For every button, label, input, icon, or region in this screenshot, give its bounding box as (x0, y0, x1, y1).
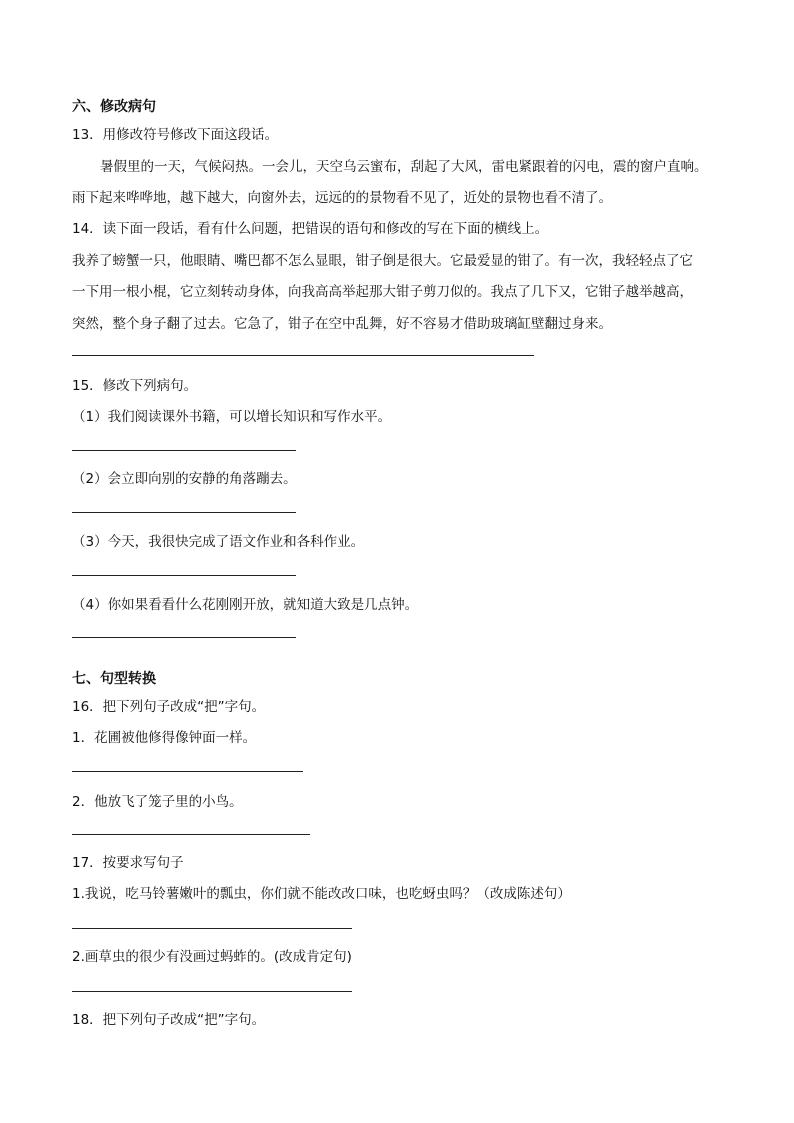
question-17-item-1: 1.我说，吃马铃薯嫩叶的瓢虫，你们就不能改改口味，也吃蚜虫吗？（改成陈述句） (72, 886, 571, 902)
answer-line-16-1[interactable] (72, 771, 303, 772)
question-14-paragraph-line-3: 突然，整个身子翻了过去。它急了，钳子在空中乱舞，好不容易才借助玻璃缸壁翻过身来。 (72, 316, 612, 332)
question-15-item-2: （2）会立即向别的安静的角落蹦去。 (72, 471, 297, 487)
section-heading-6: 六、修改病句 (72, 99, 156, 115)
question-14-prompt: 14．读下面一段话，看有什么问题，把错误的语句和修改的写在下面的横线上。 (72, 221, 549, 237)
answer-line-15-2[interactable] (72, 512, 296, 513)
answer-line-16-2[interactable] (72, 834, 310, 835)
question-15-item-4: （4）你如果看看什么花刚刚开放，就知道大致是几点钟。 (72, 597, 419, 613)
question-15-item-1: （1）我们阅读课外书籍，可以增长知识和写作水平。 (72, 409, 392, 425)
answer-line-15-1[interactable] (72, 450, 296, 451)
answer-line-15-4[interactable] (72, 637, 296, 638)
question-16-prompt: 16．把下列句子改成“把”字句。 (72, 699, 266, 715)
answer-line-15-3[interactable] (72, 575, 296, 576)
section-heading-7: 七、句型转换 (72, 671, 156, 687)
answer-line-14[interactable] (72, 355, 534, 356)
question-14-paragraph-line-1: 我养了螃蟹一只，他眼睛、嘴巴都不怎么显眼，钳子倒是很大。它最爱显的钳了。有一次，我轻轻点了它 (72, 253, 693, 269)
question-18-prompt: 18．把下列句子改成“把”字句。 (72, 1012, 266, 1028)
question-13-paragraph-line-1: 暑假里的一天，气候闷热。一会儿，天空乌云蜜布，刮起了大风，雷电紧跟着的闪电，震的窗户直响。 (100, 159, 708, 175)
question-16-item-2: 2．他放飞了笼子里的小鸟。 (72, 794, 243, 810)
question-17-item-2: 2.画草虫的很少有没画过蚂蚱的。(改成肯定句) (72, 949, 352, 965)
question-16-item-1: 1．花圃被他修得像钟面一样。 (72, 730, 257, 746)
answer-line-17-1[interactable] (72, 928, 352, 929)
question-15-prompt: 15．修改下列病句。 (72, 378, 198, 394)
question-14-paragraph-line-2: 一下用一根小棍，它立刻转动身体，向我高高举起那大钳子剪刀似的。我点了几下又，它钳子越举越高， (72, 284, 693, 300)
question-13-prompt: 13．用修改符号修改下面这段话。 (72, 127, 279, 143)
answer-line-17-2[interactable] (72, 991, 352, 992)
question-15-item-3: （3）今天，我很快完成了语文作业和各科作业。 (72, 534, 365, 550)
question-13-paragraph-line-2: 雨下起来哗哗地，越下越大，向窗外去，远远的的景物看不见了，近处的景物也看不清了。 (72, 190, 612, 206)
question-17-prompt: 17．按要求写句子 (72, 855, 184, 871)
